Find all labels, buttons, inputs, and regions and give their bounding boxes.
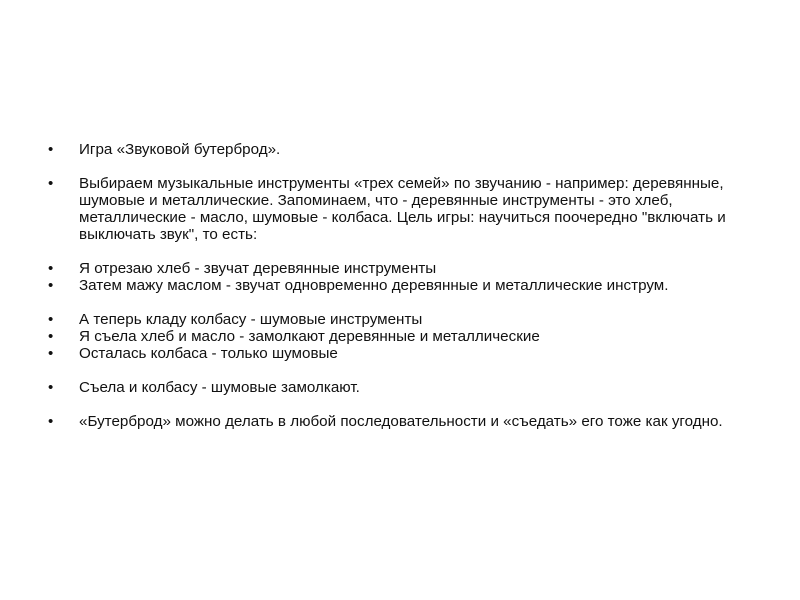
bullet-text: Игра «Звуковой бутерброд». [79,141,281,158]
bullet-icon: • [48,277,54,294]
bullet-text: Осталась колбаса - только шумовые [79,345,338,362]
bullet-text: Я съела хлеб и масло - замолкают деревянные и металлические [79,328,540,345]
bullet-text: А теперь кладу колбасу - шумовые инструменты [79,311,423,328]
bullet-text: Съела и колбасу - шумовые замолкают. [79,379,360,396]
bullet-item [48,311,768,328]
bullet-item [48,260,768,277]
bullet-icon: • [48,175,54,192]
bullet-text: Затем мажу маслом - звучат одновременно деревянные и металлические инструм. [79,277,669,294]
bullet-icon: • [48,379,54,396]
bullet-item [48,379,768,396]
bullet-item [48,277,768,294]
bullet-item [48,141,768,158]
bullet-item [48,413,768,430]
bullet-item [48,328,768,345]
bullet-icon: • [48,141,54,158]
bullet-icon: • [48,345,54,362]
bullet-icon: • [48,311,54,328]
bullet-icon: • [48,328,54,345]
bullet-text: «Бутерброд» можно делать в любой последовательности и «съедать» его тоже как угодно. [79,413,723,430]
bullet-item [48,345,768,362]
bullet-text: Выбираем музыкальные инструменты «трех семей» по звучанию - например: деревянные, шумовые и металлические. Запоминаем, что - деревянные инструменты - это хлеб, металлические - масло, шумовые - колбаса. Цель игры: научиться поочередно "включать и выключать звук", то есть: [79,175,726,243]
bullet-item [48,175,768,243]
bullet-text: Я отрезаю хлеб - звучат деревянные инструменты [79,260,437,277]
bullet-icon: • [48,260,54,277]
bullet-list [48,141,768,430]
bullet-icon: • [48,413,54,430]
